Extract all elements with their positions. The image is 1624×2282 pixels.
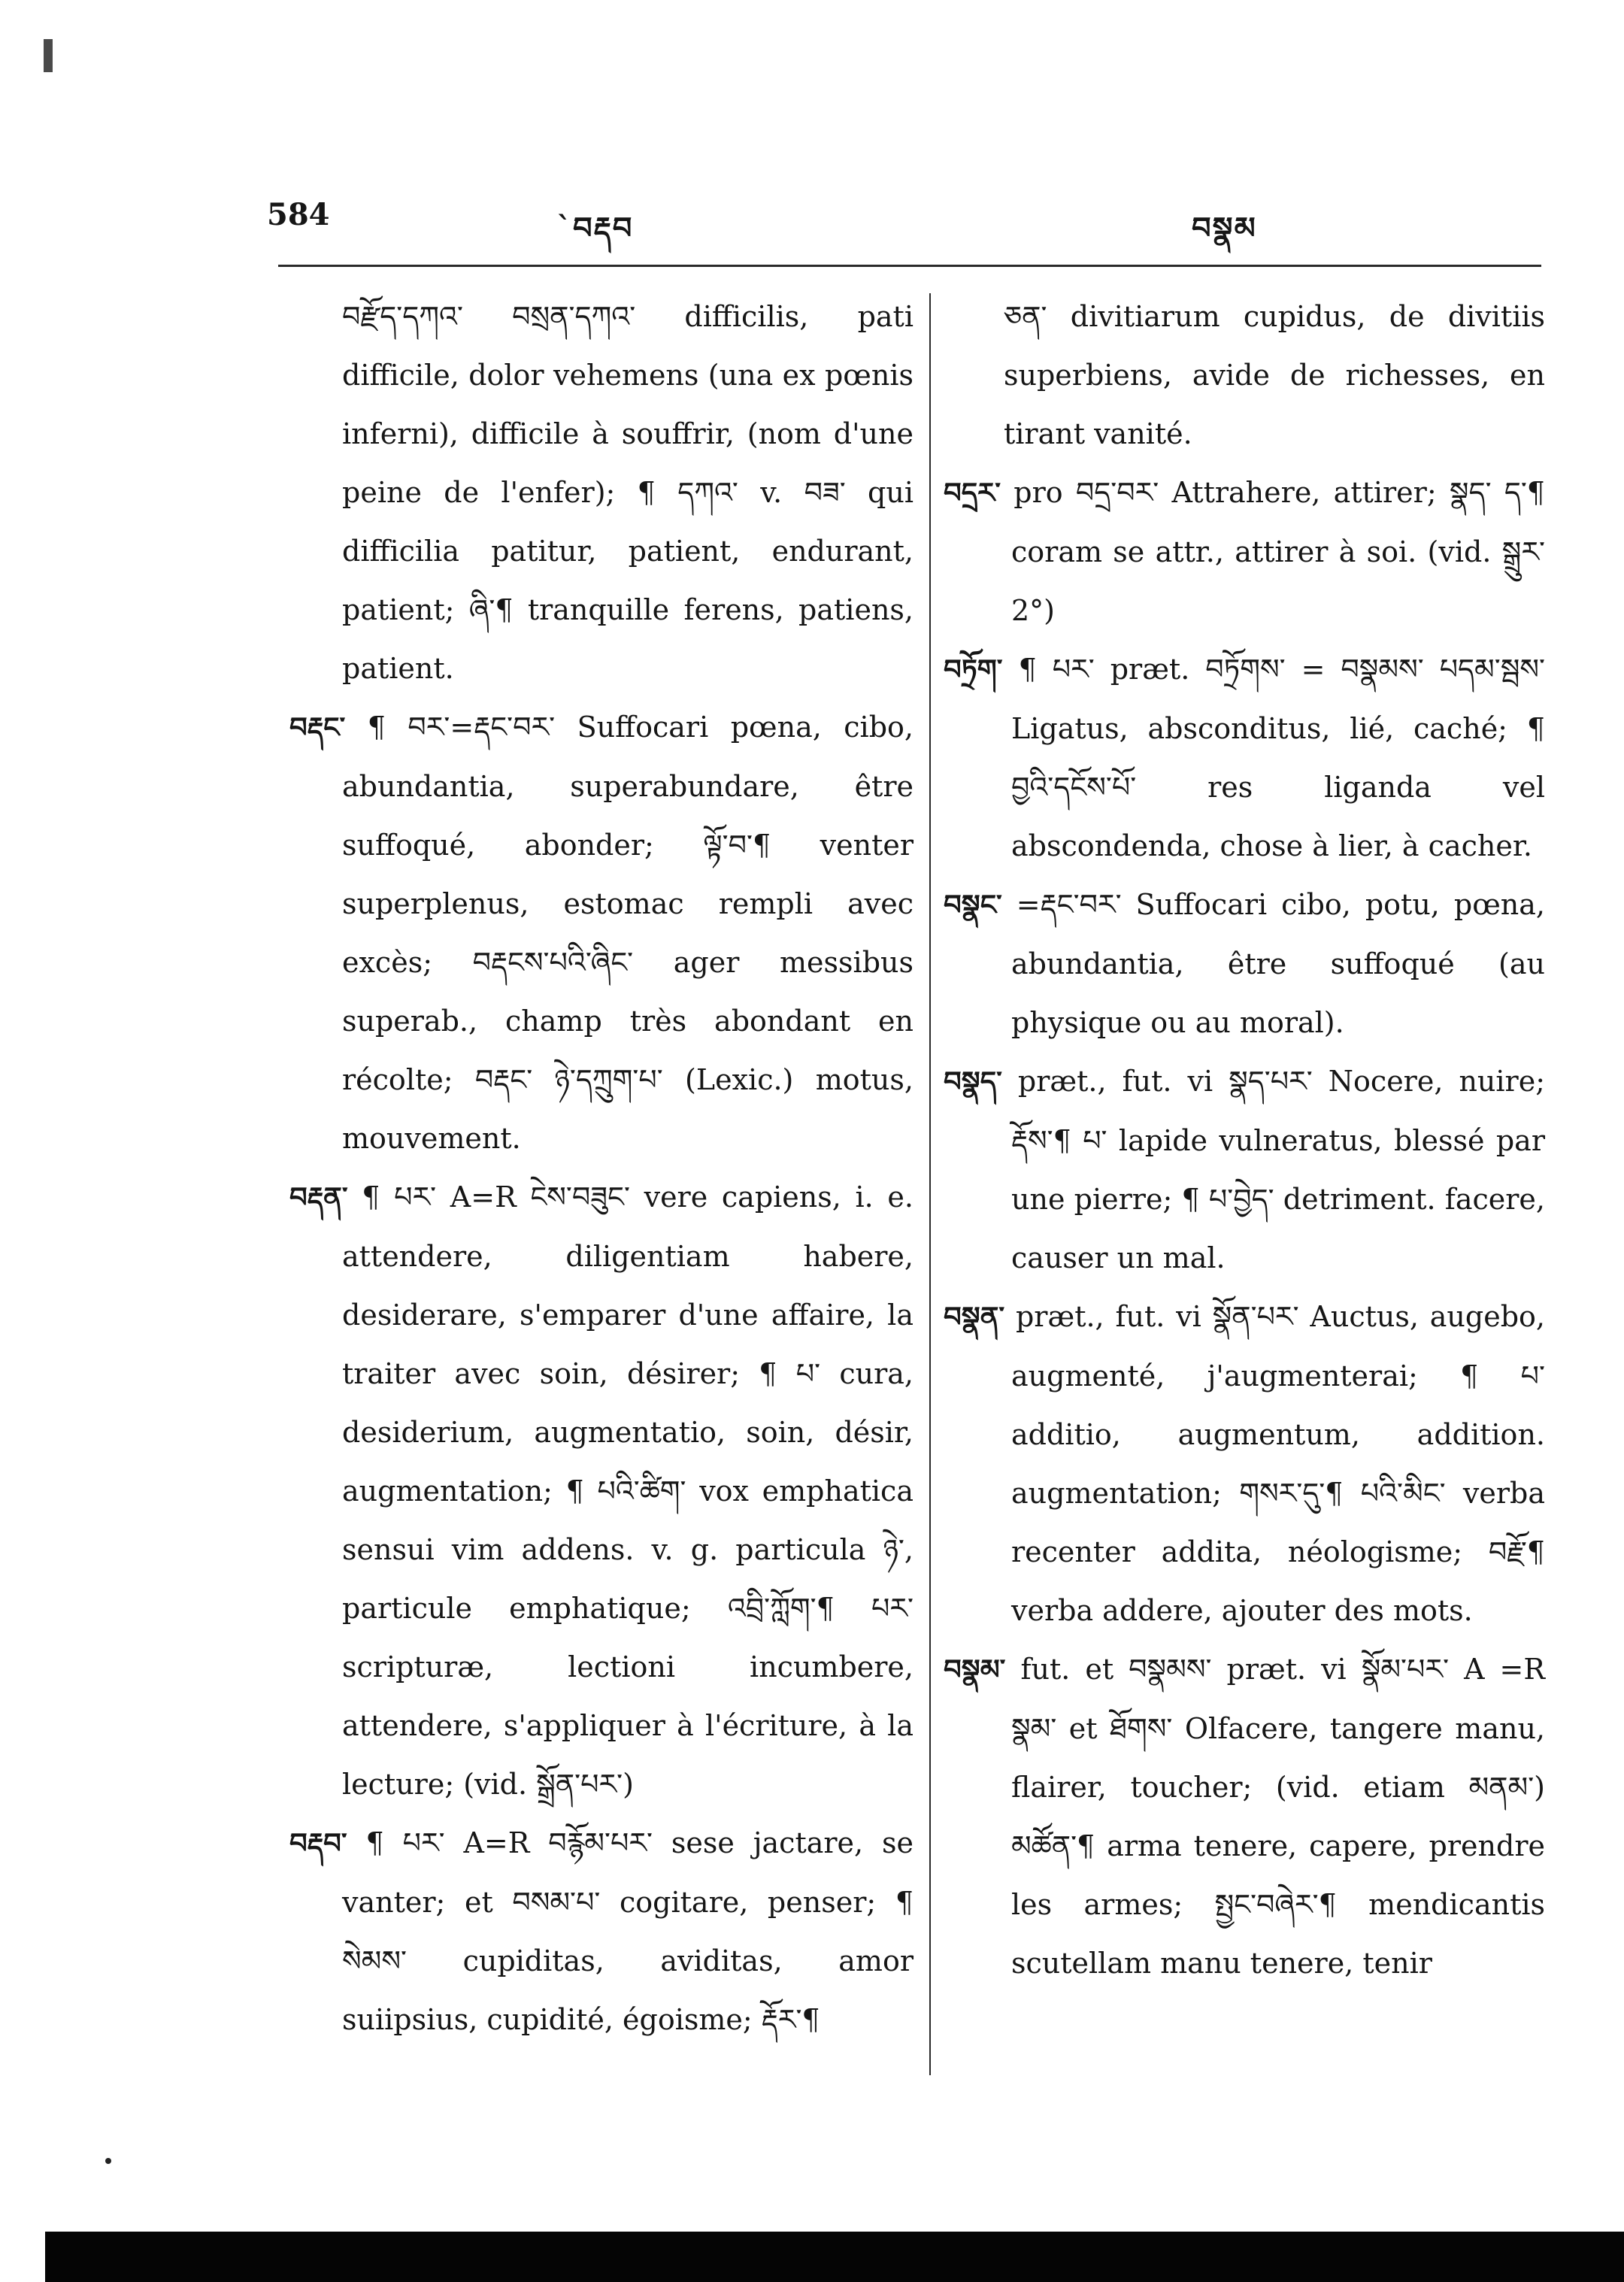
scan-bottom-bar <box>45 2232 1624 2282</box>
dictionary-entry <box>289 287 914 698</box>
entry-text: fut. et བསྣམས་ præt. vi སྣོམ་པར་ A =R སྣམ་ et ཐོགས་ Olfacere, tangere manu, flairer, toucher; (vid. etiam མནམ་) མཚོན་¶ arma tenere, capere, prendre les armes; སྤྱང་བཞེར་¶ mendicantis scutellam manu tenere, tenir <box>1011 1653 1545 1980</box>
dictionary-entry <box>944 640 1545 875</box>
dictionary-entry <box>944 1287 1545 1640</box>
running-head-left: `བརྡབ <box>556 211 634 246</box>
entry-text: præt., fut. vi སྣོན་པར་ Auctus, augebo, augmenté, j'augmenterai; ¶ པ་ additio, augmentum, addition. augmentation; གསར་དུ་¶ པའི་མིང་ verba recenter addita, néologisme; བརྗོ་¶ verba addere, ajouter des mots. <box>1011 1300 1545 1627</box>
entry-text: ཅན་ divitiarum cupidus, de divitiis superbiens, avide de richesses, en tirant vanité. <box>1004 300 1545 450</box>
entry-lemma: བརྡབ་ <box>289 1827 347 1859</box>
entry-text: བརྫོད་དཀའ་ བསྲན་དཀའ་ difficilis, pati difficile, dolor vehemens (una ex pœnis inferni), difficile à souffrir, (nom d'une peine de l'enfer); ¶ དཀའ་ v. བཟ་ qui difficilia patitur, patient, endurant, patient; ཞི་¶ tranquille ferens, patiens, patient. <box>342 300 914 685</box>
entry-text: =རྡང་བར་ Suffocari cibo, potu, pœna, abundantia, être suffoqué (au physique ou au moral). <box>1011 888 1545 1039</box>
entry-text: præt., fut. vi སྣད་པར་ Nocere, nuire; རྡོས་¶ པ་ lapide vulneratus, blessé par une pierre; ¶ པ་བྱེད་ detriment. facere, causer un mal. <box>1011 1065 1545 1274</box>
right-column <box>944 287 1545 1993</box>
left-column <box>289 287 914 2049</box>
entry-text: pro བདྲ་བར་ Attrahere, attirer; སྣད་ ད་¶ coram se attr., attirer à soi. (vid. སྒྲུར་ 2°) <box>1011 476 1545 627</box>
entry-text: ¶ པར་ A=R བརྙོམ་པར་ sese jactare, se vanter; et བསམ་པ་ cogitare, penser; ¶ སེམས་ cupiditas, aviditas, amor suiipsius, cupidité, égoisme; རྡོར་¶ <box>342 1826 914 2036</box>
column-divider <box>929 293 931 2075</box>
scan-edge-mark <box>44 39 53 72</box>
entry-lemma: བཏྲོག་ <box>944 653 1003 686</box>
entry-text: ¶ པར་ A=R ངེས་བཟུང་ vere capiens, i. e. attendere, diligentiam habere, desiderare, s'emparer d'une affaire, la traiter avec soin, désirer; ¶ པ་ cura, desiderium, augmentatio, soin, désir, augmentation; ¶ པའི་ཚིག་ vox emphatica sensui vim addens. v. g. particula ཉེ་, particule emphatique; འབྲི་ཀློག་¶ པར་ scripturæ, lectioni incumbere, attendere, s'appliquer à l'écriture, à la lecture; (vid. སྒྲོན་པར་) <box>342 1180 914 1801</box>
dictionary-entry <box>289 1168 914 1814</box>
header-rule-right <box>1000 265 1541 267</box>
running-head-right: བསྣམ <box>1192 211 1257 246</box>
entry-lemma: བསྣན་ <box>944 1301 1005 1333</box>
entry-text: ¶ པར་ præt. བཏྲོགས་ = བསྣམས་ པདམ་སྦས་ Ligatus, absconditus, lié, caché; ¶ བྱའི་དངོས་པོ་ res liganda vel abscondenda, chose à lier, à cacher. <box>1011 653 1545 862</box>
dictionary-entry <box>944 463 1545 640</box>
dictionary-entry <box>944 1052 1545 1287</box>
scan-speck <box>105 2158 111 2164</box>
entry-lemma: བརྡན་ <box>289 1181 348 1214</box>
header-rule-left <box>278 265 1011 267</box>
entry-lemma: བརྡང་ <box>289 711 346 744</box>
page-number: 584 <box>267 197 330 232</box>
dictionary-entry <box>289 698 914 1168</box>
entry-lemma: བསྣམ་ <box>944 1653 1006 1686</box>
dictionary-entry <box>944 875 1545 1052</box>
dictionary-entry <box>944 287 1545 463</box>
dictionary-entry <box>289 1814 914 2049</box>
dictionary-entry <box>944 1640 1545 1993</box>
entry-lemma: བདྲར་ <box>944 477 1001 509</box>
entry-lemma: བསྣང་ <box>944 889 1002 921</box>
entry-text: ¶ བར་=རྡང་བར་ Suffocari pœna, cibo, abundantia, superabundare, être suffoqué, abonder; ལྟོ་བ་¶ venter superplenus, estomac rempli avec excès; བརྡངས་པའི་ཞིང་ ager messibus superab., champ très abondant en récolte; བརྡང་ ཉེ་དཀྲུག་པ་ (Lexic.) motus, mouvement. <box>342 711 914 1155</box>
entry-lemma: བསྣད་ <box>944 1065 1002 1098</box>
